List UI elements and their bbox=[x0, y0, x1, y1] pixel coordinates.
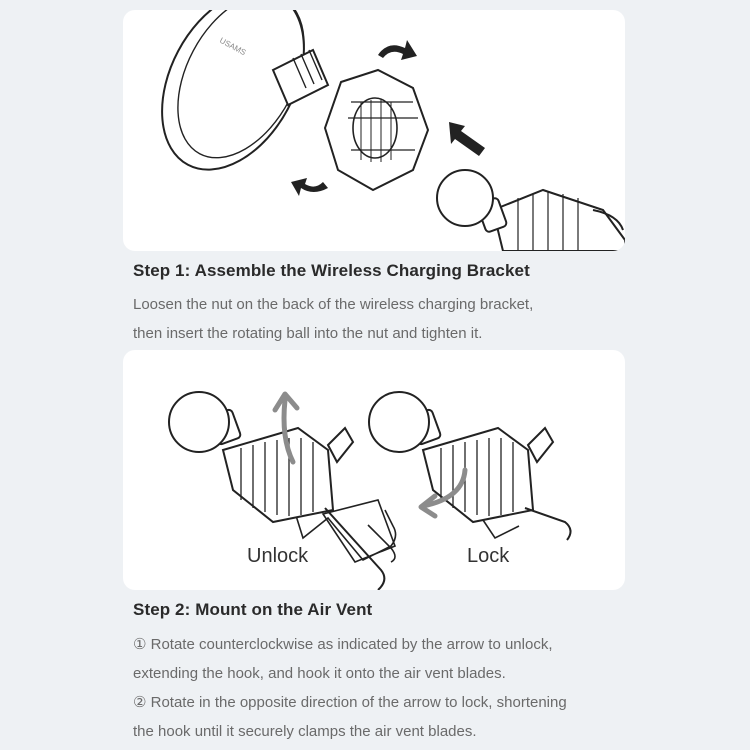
step1-title: Step 1: Assemble the Wireless Charging Bracket bbox=[133, 261, 530, 280]
step1-line: Loosen the nut on the back of the wireless charging bracket, bbox=[133, 296, 534, 313]
step1-illustration bbox=[123, 10, 625, 251]
step1-illustration-panel bbox=[123, 10, 625, 251]
ball-joint-icon bbox=[437, 170, 625, 251]
unlock-label: Unlock bbox=[247, 545, 309, 567]
vent-clip-lock-icon bbox=[369, 392, 571, 540]
step2-line: ① Rotate counterclockwise as indicated by the arrow to unlock, bbox=[133, 636, 553, 653]
charger-disc-icon bbox=[133, 10, 333, 194]
step2-illustration bbox=[123, 350, 625, 590]
step2-illustration-panel bbox=[123, 350, 625, 590]
nut-icon bbox=[325, 70, 428, 190]
step2-line: extending the hook, and hook it onto the air vent blades. bbox=[133, 665, 506, 682]
step1-description bbox=[133, 290, 633, 348]
step2-line: ② Rotate in the opposite direction of the arrow to lock, shortening bbox=[133, 694, 567, 711]
step2-description bbox=[133, 630, 633, 746]
step2-title: Step 2: Mount on the Air Vent bbox=[133, 600, 373, 619]
step1-line: then insert the rotating ball into the nut and tighten it. bbox=[133, 325, 483, 342]
step2-line: the hook until it securely clamps the air vent blades. bbox=[133, 723, 477, 740]
brand-logo: USAMS bbox=[218, 35, 248, 58]
lock-label: Lock bbox=[467, 545, 510, 567]
insert-arrow-icon bbox=[449, 122, 485, 156]
